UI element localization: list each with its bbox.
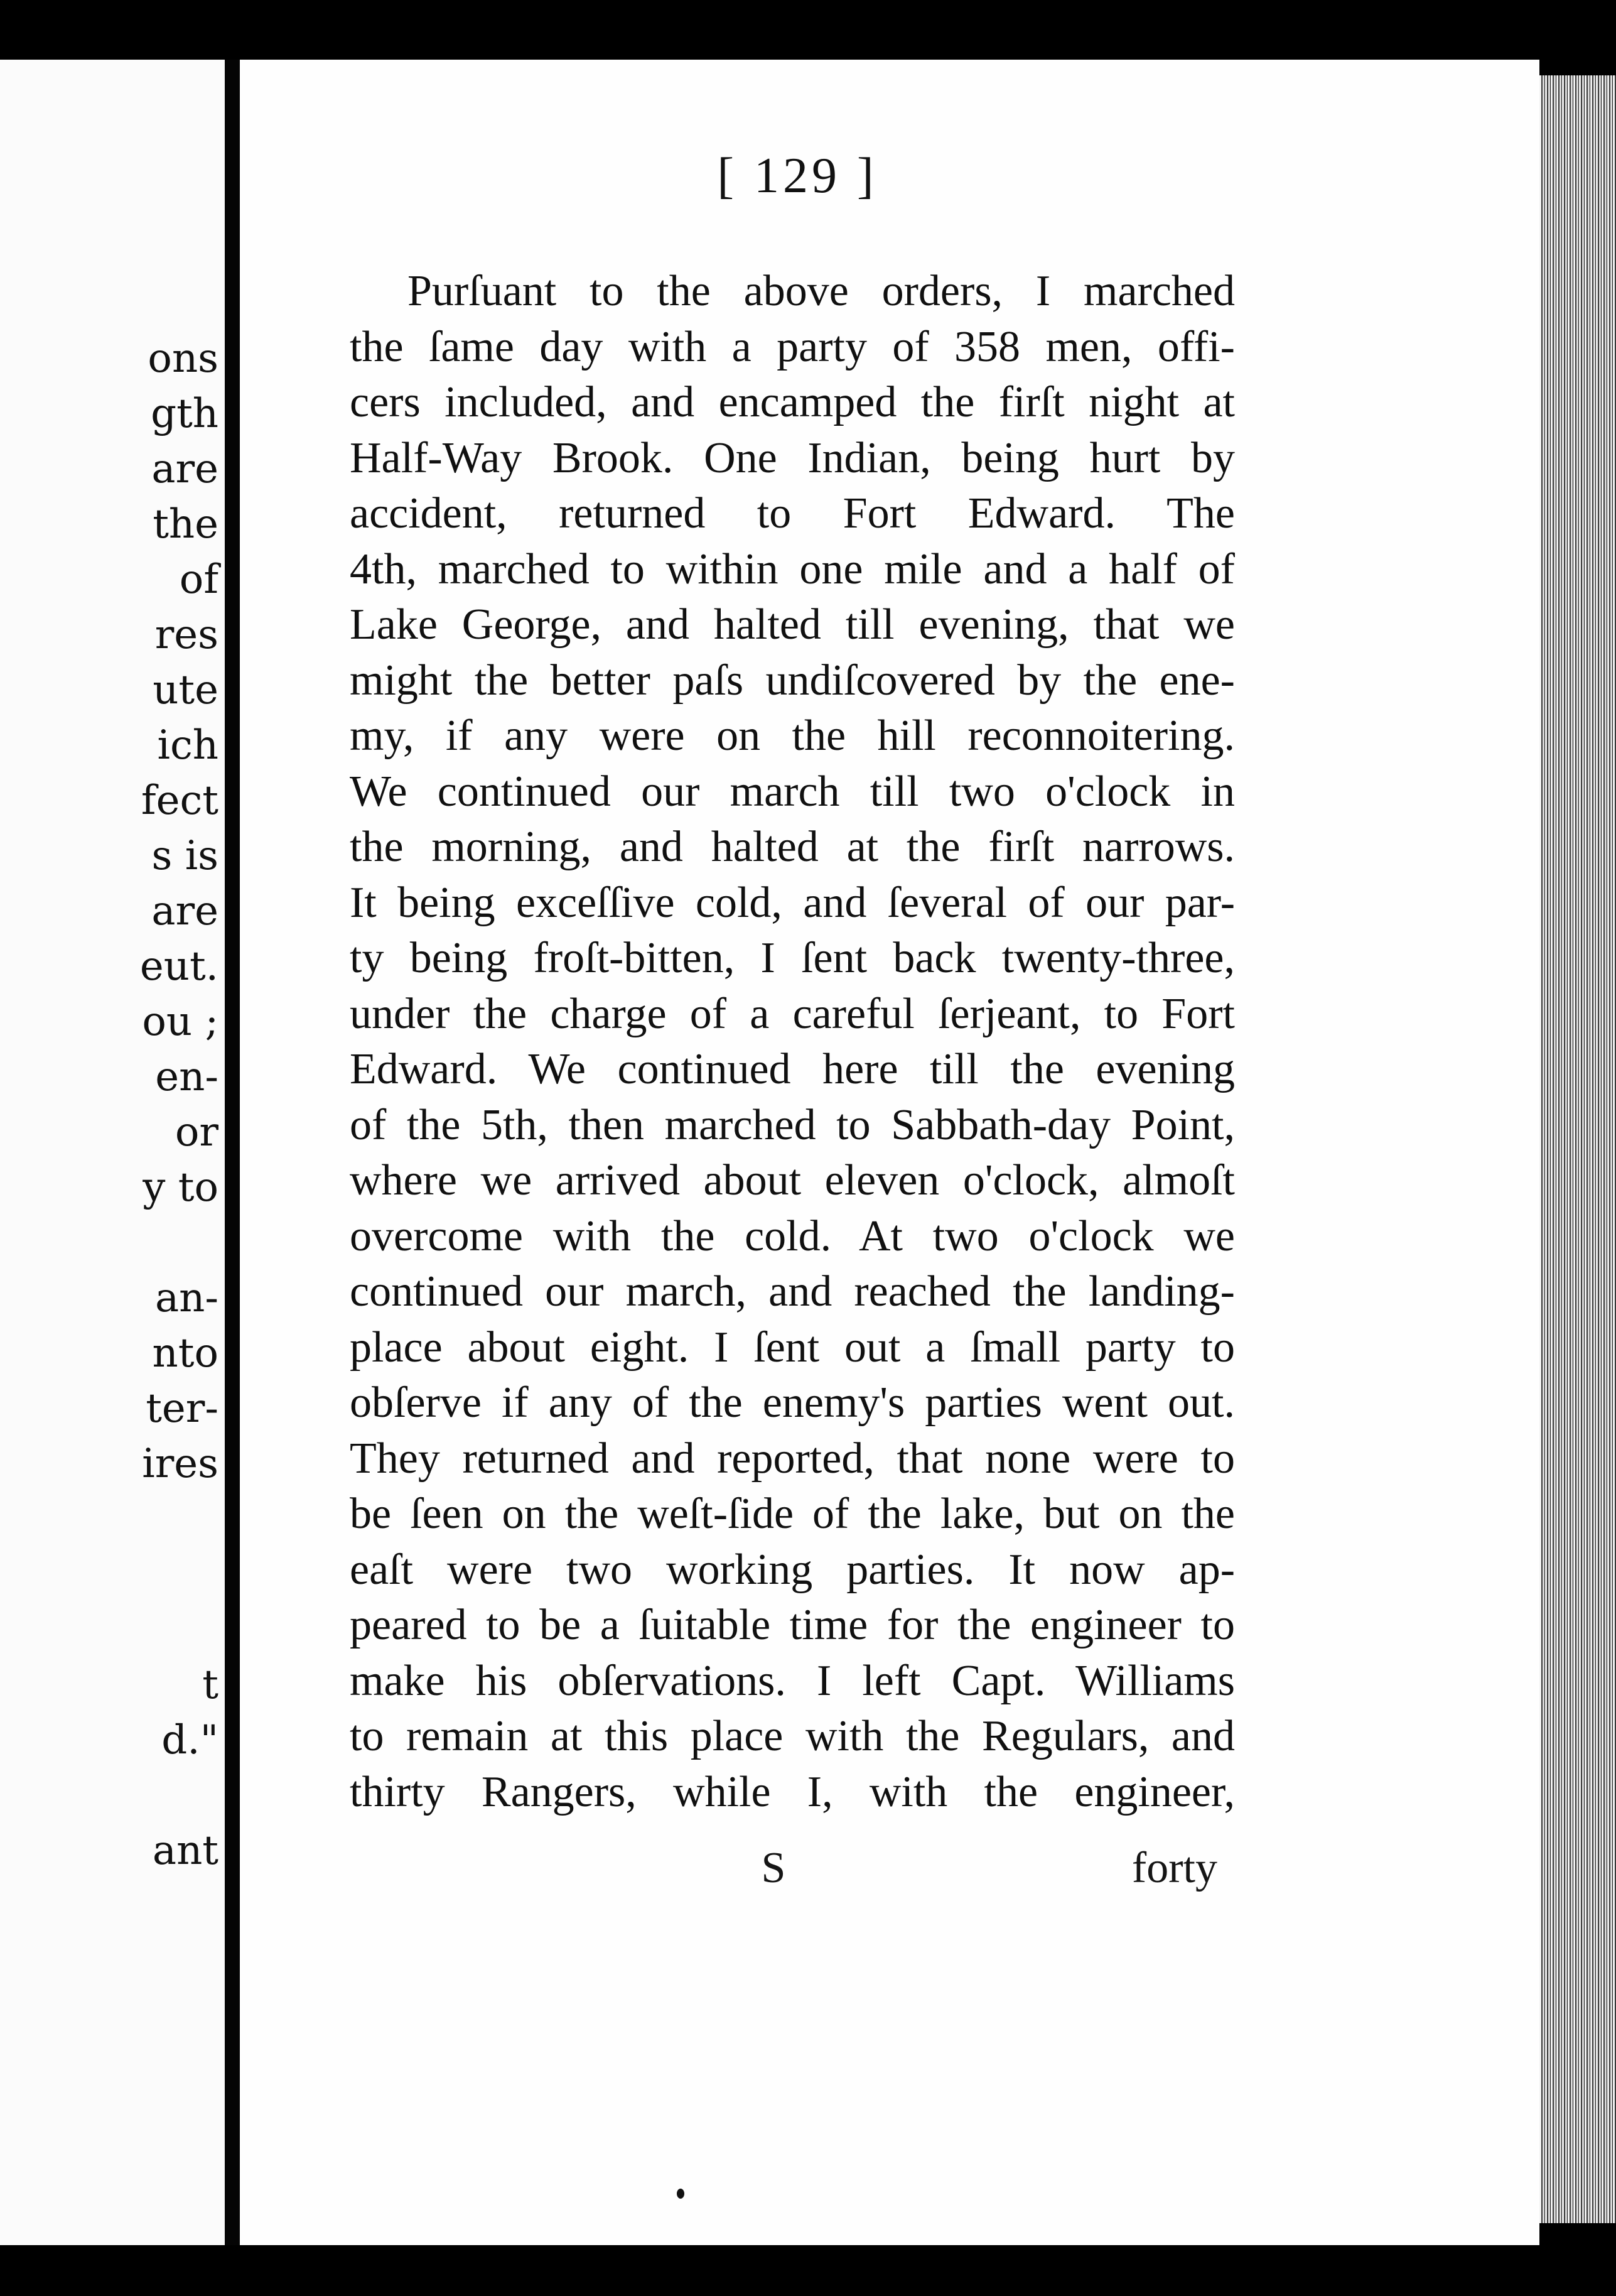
left-fragment: are bbox=[151, 888, 218, 934]
left-fragment: ich bbox=[157, 722, 218, 769]
left-fragment: an- bbox=[155, 1275, 218, 1321]
page-number: [ 129 ] bbox=[717, 148, 878, 203]
text-line: thirty Rangers, while I, with the engineer, bbox=[350, 1767, 1235, 1816]
text-line: the ſame day with a party of 358 men, offi- bbox=[350, 322, 1235, 371]
text-line: to remain at this place with the Regulars, and bbox=[350, 1712, 1235, 1760]
text-line: They returned and reported, that none were to bbox=[350, 1434, 1235, 1483]
left-fragment: t bbox=[202, 1662, 218, 1708]
text-line: Purſuant to the above orders, I marched bbox=[407, 267, 1235, 315]
text-line: might the better paſs undiſcovered by the ene- bbox=[350, 656, 1235, 705]
text-line: Half-Way Brook. One Indian, being hurt by bbox=[350, 433, 1235, 482]
left-fragment: eut. bbox=[139, 943, 218, 990]
catchword: forty bbox=[1131, 1844, 1217, 1892]
left-fragment bbox=[0, 1492, 225, 1547]
left-page bbox=[0, 60, 225, 2245]
left-fragment: ute bbox=[153, 667, 218, 713]
left-fragment: res bbox=[154, 612, 218, 658]
page-footer bbox=[350, 1843, 1235, 1900]
left-fragment: ons bbox=[148, 335, 218, 382]
signature-mark: S bbox=[761, 1844, 786, 1892]
left-fragment bbox=[0, 1215, 225, 1270]
text-line: make his obſervations. I left Capt. Williams bbox=[350, 1656, 1235, 1705]
text-line: continued our march, and reached the landing- bbox=[350, 1267, 1235, 1316]
text-line: be ſeen on the weſt-ſide of the lake, but on the bbox=[350, 1490, 1235, 1538]
text-line: 4th, marched to within one mile and a half of bbox=[350, 544, 1235, 593]
left-fragment: nto bbox=[152, 1330, 218, 1377]
text-line: of the 5th, then marched to Sabbath-day Point, bbox=[350, 1100, 1235, 1149]
left-page-text-fragments bbox=[0, 331, 225, 1878]
left-fragment bbox=[0, 1547, 225, 1602]
text-line: Edward. We continued here till the evening bbox=[350, 1045, 1235, 1093]
left-fragment: or bbox=[175, 1109, 218, 1156]
text-line: It being exceſſive cold, and ſeveral of our par- bbox=[350, 878, 1235, 927]
text-line: the morning, and halted at the firſt narrows. bbox=[350, 823, 1235, 871]
text-line: obſerve if any of the enemy's parties went out. bbox=[350, 1378, 1235, 1427]
left-fragment: are bbox=[151, 446, 218, 492]
left-fragment bbox=[0, 1768, 225, 1823]
text-line: peared to be a ſuitable time for the engineer to bbox=[350, 1601, 1235, 1649]
left-fragment: ter- bbox=[146, 1385, 218, 1432]
left-fragment bbox=[0, 1602, 225, 1657]
left-fragment: ires bbox=[142, 1441, 218, 1487]
page-edges bbox=[1539, 75, 1616, 2223]
text-line: overcome with the cold. At two o'clock we bbox=[350, 1211, 1235, 1260]
left-fragment: d." bbox=[161, 1717, 218, 1763]
text-line: place about eight. I ſent out a ſmall party to bbox=[350, 1323, 1235, 1372]
left-fragment: y to bbox=[143, 1164, 218, 1211]
text-line: where we arrived about eleven o'clock, almoſt bbox=[350, 1156, 1235, 1205]
text-line: my, if any were on the hill reconnoitering. bbox=[350, 712, 1235, 760]
text-line: accident, returned to Fort Edward. The bbox=[350, 489, 1235, 538]
left-fragment: s is bbox=[151, 833, 218, 879]
text-line: eaſt were two working parties. It now ap- bbox=[350, 1545, 1235, 1594]
left-fragment: en- bbox=[155, 1054, 218, 1100]
text-line: cers included, and encamped the firſt night at bbox=[350, 378, 1235, 426]
page-body-text bbox=[350, 264, 1235, 1820]
left-fragment: ant bbox=[152, 1828, 218, 1874]
book-gutter bbox=[225, 60, 240, 2245]
left-fragment: gth bbox=[151, 391, 218, 437]
text-line: under the charge of a careful ſerjeant, to Fort bbox=[350, 989, 1235, 1038]
left-fragment: fect bbox=[141, 777, 218, 824]
ink-speck bbox=[677, 2189, 684, 2199]
text-line: We continued our march till two o'clock in bbox=[350, 767, 1235, 816]
left-fragment: the bbox=[153, 501, 218, 548]
text-line: ty being froſt-bitten, I ſent back twenty-three, bbox=[350, 934, 1235, 982]
left-fragment: ou ; bbox=[142, 999, 218, 1045]
text-line: Lake George, and halted till evening, that we bbox=[350, 600, 1235, 649]
left-fragment: of bbox=[179, 556, 218, 603]
